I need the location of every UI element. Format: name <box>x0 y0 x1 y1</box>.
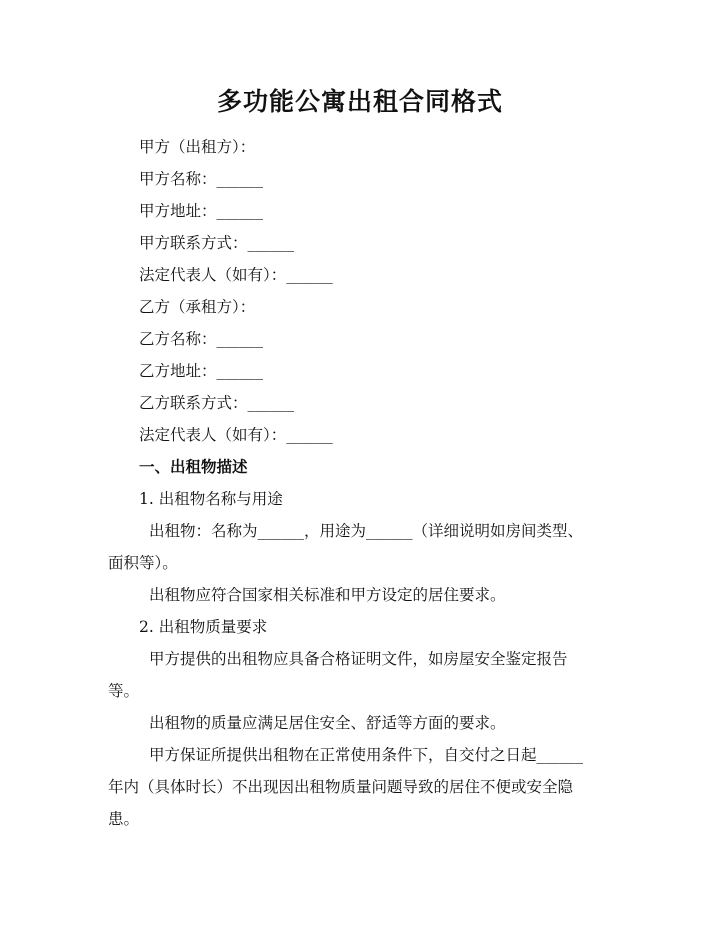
item-1-para-1-line-2: 面积等）。 <box>108 554 178 572</box>
item-2-heading: 2. 出租物质量要求 <box>139 618 268 636</box>
item-1-heading: 1. 出租物名称与用途 <box>139 490 283 508</box>
party-a-representative: 法定代表人（如有）：______ <box>139 266 333 284</box>
item-2-para-1-line-2: 等。 <box>108 682 140 700</box>
item-2-para-3-line-1: 甲方保证所提供出租物在正常使用条件下，自交付之日起______ <box>149 746 584 764</box>
item-1-para-2: 出租物应符合国家相关标准和甲方设定的居住要求。 <box>149 586 506 604</box>
item-1-para-1-line-1: 出租物：名称为______，用途为______（详细说明如房间类型、 <box>149 522 584 540</box>
party-b-address: 乙方地址：______ <box>139 362 264 380</box>
party-a-heading: 甲方（出租方）： <box>139 138 256 156</box>
party-b-representative: 法定代表人（如有）：______ <box>139 426 333 444</box>
party-a-address: 甲方地址：______ <box>139 202 264 220</box>
party-b-contact: 乙方联系方式：______ <box>139 394 295 412</box>
section-1-heading: 一、出租物描述 <box>139 458 248 476</box>
item-2-para-2: 出租物的质量应满足居住安全、舒适等方面的要求。 <box>149 714 506 732</box>
item-2-para-3-line-3: 患。 <box>108 810 140 828</box>
item-2-para-1-line-1: 甲方提供的出租物应具备合格证明文件，如房屋安全鉴定报告 <box>149 650 568 668</box>
document-title: 多功能公寓出租合同格式 <box>216 87 503 116</box>
party-a-contact: 甲方联系方式：______ <box>139 234 295 252</box>
party-b-name: 乙方名称：______ <box>139 330 264 348</box>
party-b-heading: 乙方（承租方）： <box>139 298 256 316</box>
item-2-para-3-line-2: 年内（具体时长）不出现因出租物质量问题导致的居住不便或安全隐 <box>108 778 574 796</box>
party-a-name: 甲方名称：______ <box>139 170 264 188</box>
